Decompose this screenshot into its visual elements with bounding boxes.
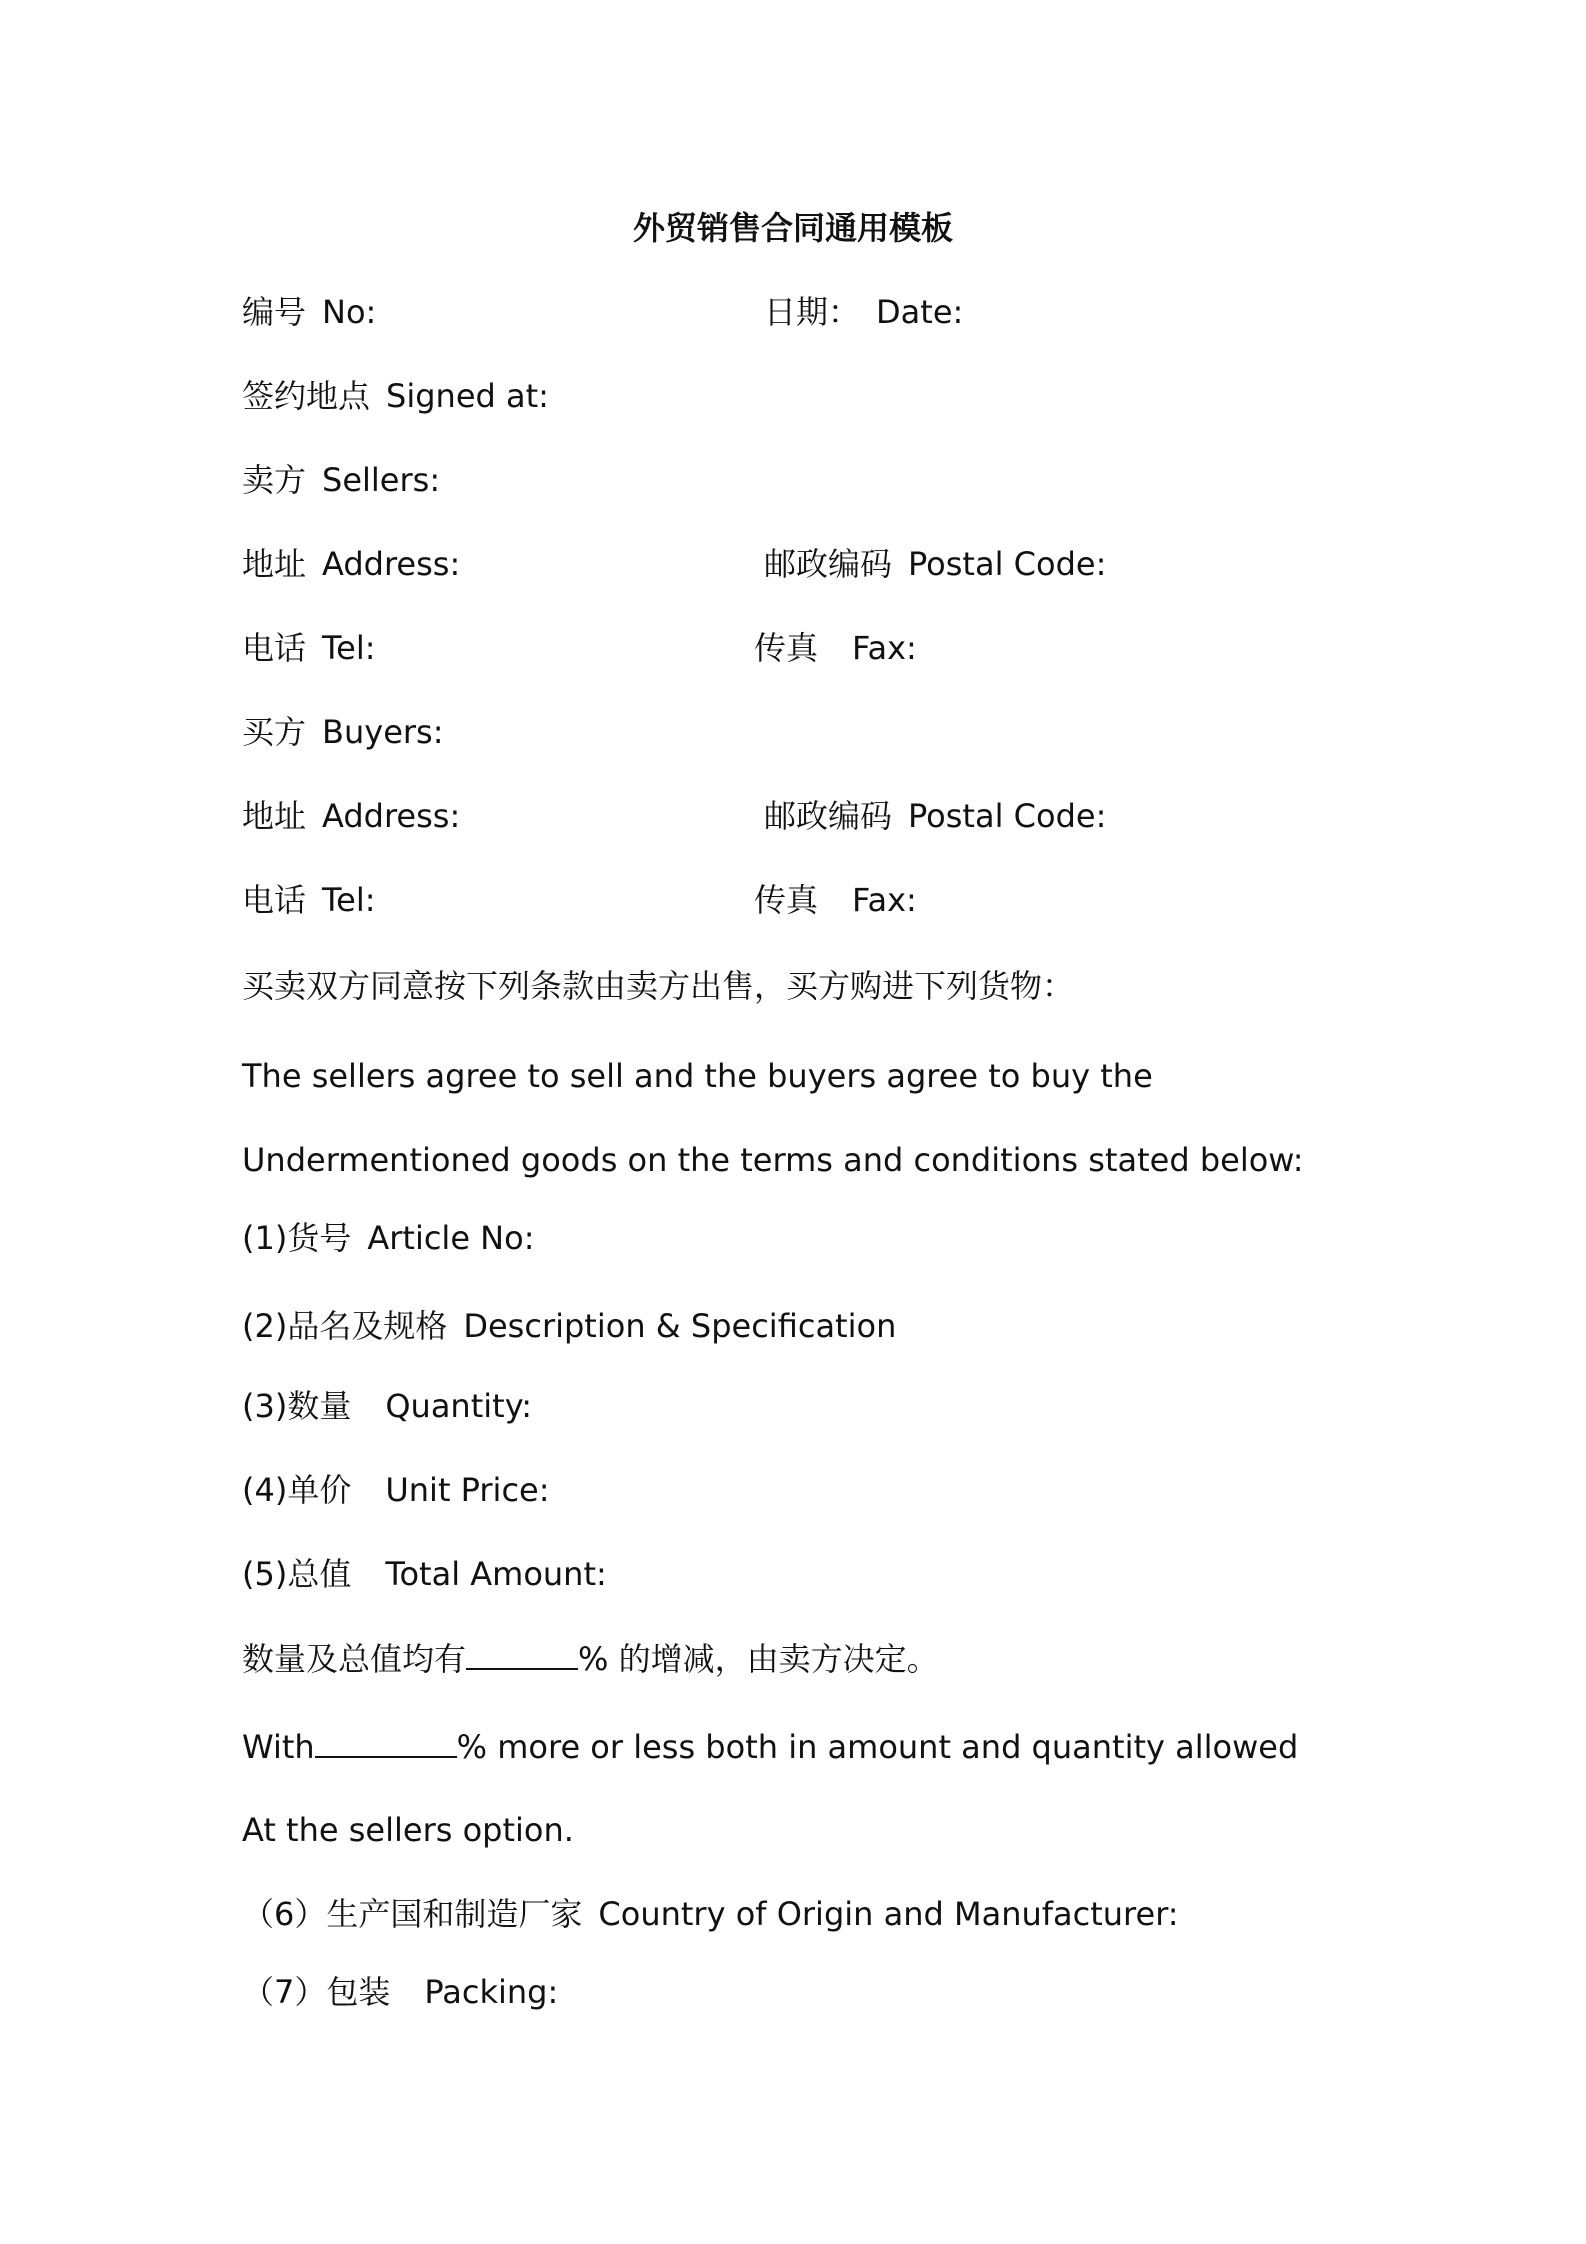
item-quantity <box>242 1386 532 1426</box>
buyers-postal-field <box>764 796 1106 836</box>
document-title: 外贸销售合同通用模板 <box>632 209 953 247</box>
item-number: （6） <box>242 1895 327 1933</box>
tolerance-en <box>242 1726 1298 1767</box>
item-packing <box>242 1972 558 2012</box>
tolerance-en-before: With <box>242 1728 315 1766</box>
item-label-cn: 生产国和制造厂家 <box>326 1895 583 1933</box>
item-article-no <box>242 1218 534 1258</box>
item-total-amount <box>242 1554 607 1594</box>
buyers-tel-field <box>242 880 375 920</box>
sellers-address-field <box>242 544 460 584</box>
sellers-fax-cn: 传真 <box>754 629 819 667</box>
tolerance-cn-after: % 的增减，由卖方决定。 <box>578 1640 939 1678</box>
tolerance-blank-cn[interactable] <box>466 1638 578 1670</box>
agreement-en-line2: Undermentioned goods on the terms and conditions stated below: <box>242 1141 1304 1179</box>
item-number: (3) <box>242 1387 288 1425</box>
buyers-label-en: Buyers: <box>322 713 444 751</box>
item-number: (5) <box>242 1555 288 1593</box>
signed-at-field <box>242 376 549 416</box>
tolerance-cn <box>242 1638 939 1679</box>
item-label-en: Quantity: <box>385 1387 533 1425</box>
tolerance-en-after: % more or less both in amount and quantity allowed <box>456 1728 1299 1766</box>
item-label-cn: 品名及规格 <box>287 1307 448 1345</box>
tolerance-blank-en[interactable] <box>315 1726 457 1758</box>
agreement-cn: 买卖双方同意按下列条款由卖方出售，买方购进下列货物： <box>242 967 1075 1005</box>
no-label-en: No: <box>322 293 377 331</box>
sellers-fax-field <box>754 628 917 668</box>
buyers-postal-en: Postal Code: <box>908 797 1107 835</box>
sellers-address-cn: 地址 <box>242 545 307 583</box>
buyers-tel-en: Tel: <box>322 881 376 919</box>
item-label-en: Total Amount: <box>385 1555 607 1593</box>
buyers-fax-cn: 传真 <box>754 881 819 919</box>
date-field <box>764 292 963 332</box>
buyers-address-field <box>242 796 460 836</box>
sellers-postal-field <box>764 544 1106 584</box>
sellers-label-en: Sellers: <box>322 461 441 499</box>
item-description <box>242 1306 896 1346</box>
sellers-tel-field <box>242 628 375 668</box>
buyers-tel-cn: 电话 <box>242 881 307 919</box>
contract-no-field <box>242 292 376 332</box>
signed-label-en: Signed at: <box>386 377 549 415</box>
sellers-postal-en: Postal Code: <box>908 545 1107 583</box>
item-label-cn: 单价 <box>287 1471 352 1509</box>
sellers-tel-cn: 电话 <box>242 629 307 667</box>
item-label-en: Description & Specification <box>463 1307 897 1345</box>
item-label-cn: 货号 <box>287 1219 352 1257</box>
signed-label-cn: 签约地点 <box>242 377 371 415</box>
item-label-en: Country of Origin and Manufacturer: <box>598 1895 1179 1933</box>
no-label-cn: 编号 <box>242 293 307 331</box>
date-label-cn: 日期： <box>764 293 861 331</box>
sellers-postal-cn: 邮政编码 <box>764 545 893 583</box>
sellers-tel-en: Tel: <box>322 629 376 667</box>
item-label-en: Unit Price: <box>385 1471 550 1509</box>
sellers-fax-en: Fax: <box>852 629 917 667</box>
item-number: (4) <box>242 1471 288 1509</box>
item-label-cn: 包装 <box>326 1973 391 2011</box>
item-origin-manufacturer <box>242 1894 1179 1934</box>
item-number: （7） <box>242 1973 327 2011</box>
buyers-address-en: Address: <box>322 797 461 835</box>
item-label-en: Article No: <box>367 1219 535 1257</box>
sellers-address-en: Address: <box>322 545 461 583</box>
item-label-cn: 总值 <box>287 1555 352 1593</box>
item-label-en: Packing: <box>424 1973 559 2011</box>
item-unit-price <box>242 1470 550 1510</box>
buyers-fax-en: Fax: <box>852 881 917 919</box>
buyers-field <box>242 712 443 752</box>
tolerance-en-line2: At the sellers option. <box>242 1811 574 1849</box>
buyers-label-cn: 买方 <box>242 713 307 751</box>
item-label-cn: 数量 <box>287 1387 352 1425</box>
sellers-field <box>242 460 440 500</box>
agreement-en-line1: The sellers agree to sell and the buyers agree to buy the <box>242 1057 1153 1095</box>
item-number: (1) <box>242 1219 288 1257</box>
item-number: (2) <box>242 1307 288 1345</box>
tolerance-cn-before: 数量及总值均有 <box>242 1640 467 1678</box>
buyers-postal-cn: 邮政编码 <box>764 797 893 835</box>
buyers-fax-field <box>754 880 917 920</box>
buyers-address-cn: 地址 <box>242 797 307 835</box>
date-label-en: Date: <box>876 293 964 331</box>
sellers-label-cn: 卖方 <box>242 461 307 499</box>
